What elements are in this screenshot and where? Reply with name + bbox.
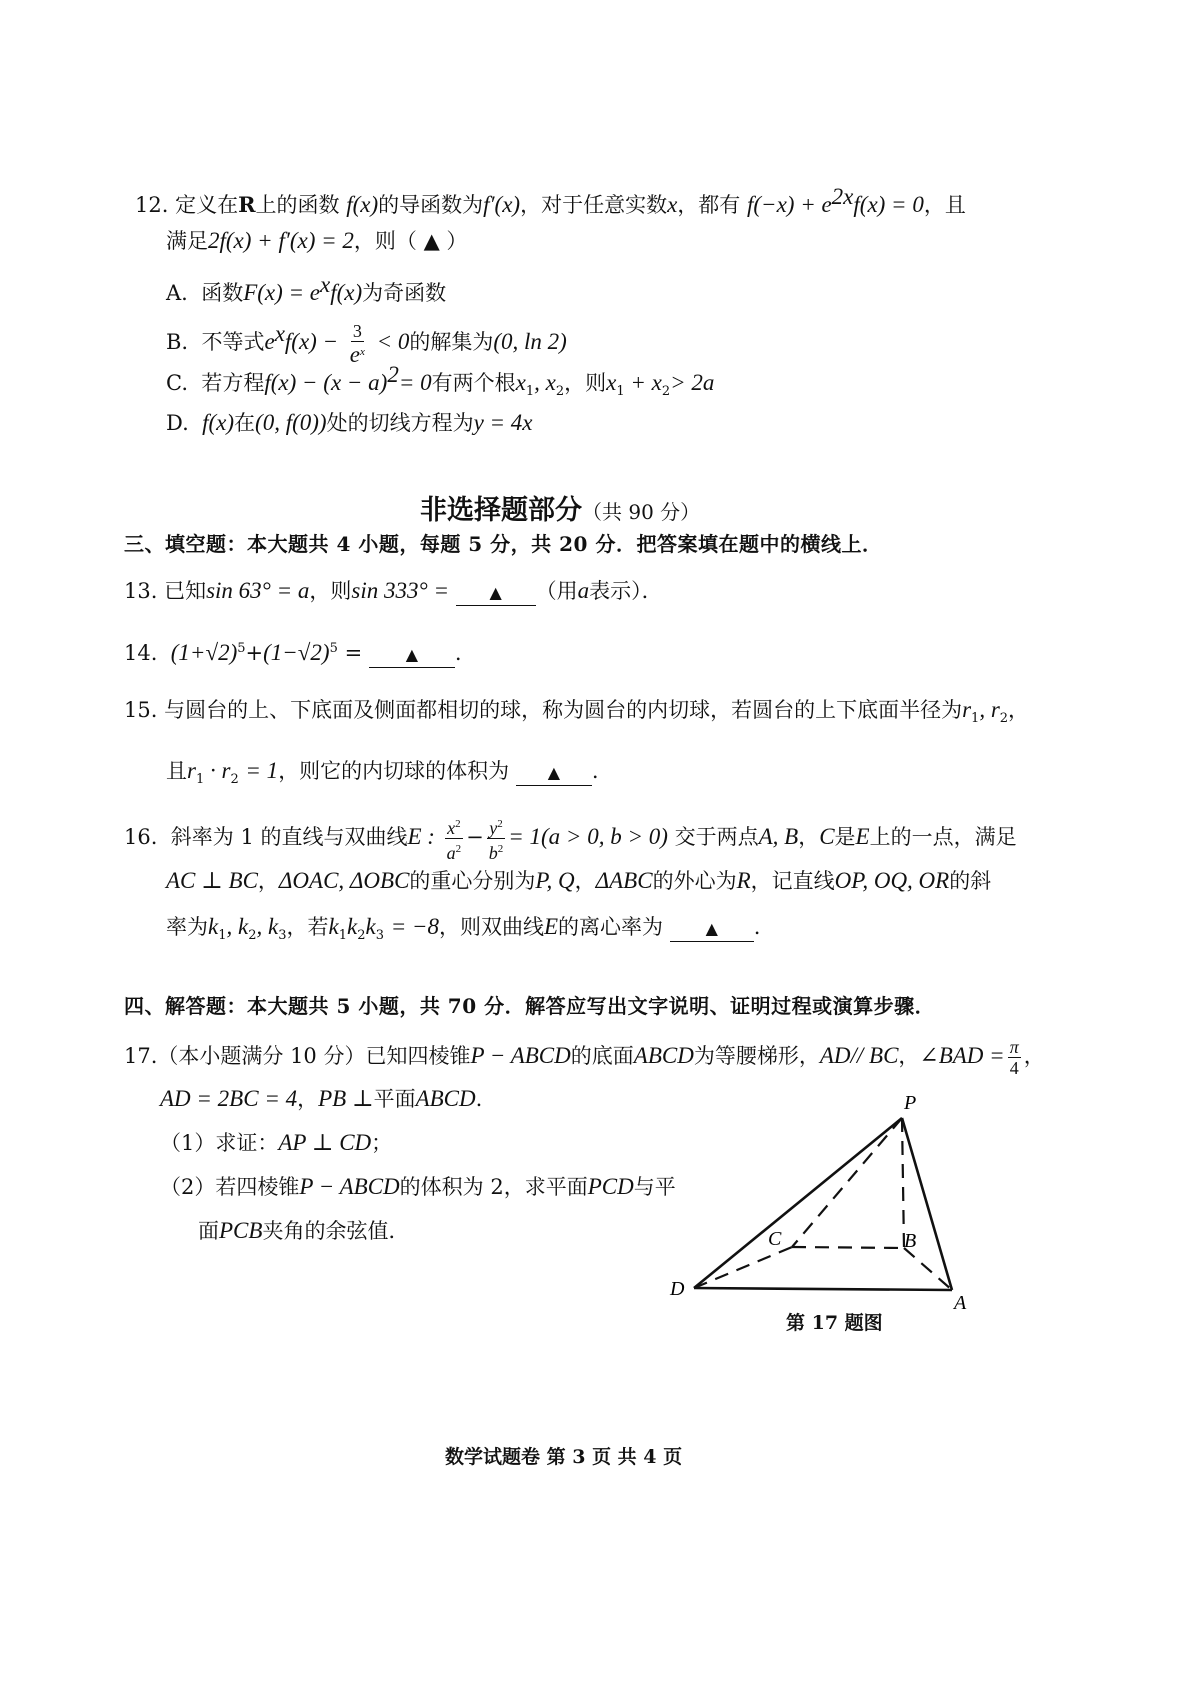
- q14: 14. $(1+√2)^5+(1-√2)^5$ = ▲ .: [124, 634, 462, 668]
- q17-line1: 17.（本小题满分 10 分）已知四棱锥P − ABCD的底面ABCD为等腰梯形，AD// BC，∠BAD = $\frac{\pi}{4}$ ，: [124, 1037, 1045, 1078]
- vertex-label-B: B: [904, 1230, 917, 1252]
- edge-PB: [902, 1118, 904, 1248]
- edge-CB: [792, 1247, 904, 1248]
- q17-part1: （1）求证：AP ⊥ CD；: [160, 1130, 393, 1155]
- page-footer: 数学试题卷 第 3 页 共 4 页: [445, 1446, 683, 1468]
- part4-heading: 四、解答题：本大题共 5 小题，共 70 分．解答应写出文字说明、证明过程或演算步骤．: [124, 994, 936, 1018]
- edge-PA: [902, 1118, 952, 1290]
- vertex-label-C: C: [768, 1228, 782, 1250]
- q16-line1: 16. 斜率为 1 的直线与双曲线E : $\frac{x^2}{a^2}$ − $\frac{y^2}{b^2}$ = 1(a > 0, b > 0) 交于两点A, B，C是E上的一点，满足: [124, 812, 1017, 863]
- vertex-label-D: D: [670, 1278, 685, 1300]
- q16-line3: 率为$k_1$, $k_2$, $k_3$，若$k_1k_2k_3 = -8$，则双曲线E的离心率为 ▲ .: [166, 914, 761, 944]
- q15-line1: 15. 与圆台的上、下底面及侧面都相切的球，称为圆台的内切球，若圆台的上下底面半径为$r_1$, $r_2$，: [124, 697, 1030, 727]
- section-title: 非选择题部分（共 90 分）: [420, 495, 701, 526]
- q12-option-d: D. f(x)在(0, f(0))处的切线方程为y = 4x: [166, 410, 533, 435]
- q16-line2: AC ⊥ BC，ΔOAC, ΔOBC的重心分别为P, Q，ΔABC的外心为R，记直线OP, OQ, OR的斜: [166, 868, 992, 893]
- q15-line2: 且$r_1 \cdot r_2 = 1$，则它的内切球的体积为 ▲ .: [166, 758, 599, 788]
- q12-b-fraction: $\frac{3}{e^x}$: [349, 321, 365, 367]
- q17-part2-line1: （2）若四棱锥P − ABCD的体积为 2，求平面PCD与平: [160, 1174, 676, 1199]
- edge-DP: [694, 1118, 902, 1288]
- vertex-label-A: A: [954, 1292, 967, 1314]
- edge-DC: [694, 1247, 792, 1288]
- figure-caption: 第 17 题图: [786, 1312, 883, 1334]
- q12-option-b: B. 不等式$e^xf(x)$ − $\frac{3}{e^x}$ < 0的解集为(0, ln 2): [166, 321, 567, 367]
- q17-part2-line2: 面PCB夹角的余弦值．: [198, 1218, 410, 1243]
- part3-heading: 三、填空题：本大题共 4 小题，每题 5 分，共 20 分．把答案填在题中的横线上．: [124, 532, 883, 556]
- vertex-label-P: P: [904, 1092, 917, 1114]
- edge-PC: [792, 1118, 902, 1247]
- q12-line2: 满足2f(x) + f′(x) = 2，则（ ▲ ）: [166, 228, 468, 253]
- q12-option-a: A. 函数$F(x) = e^xf(x)$为奇函数: [166, 272, 447, 305]
- edge-DA: [694, 1288, 952, 1290]
- q12-line1: 12. 定义在R上的函数 f(x)的导函数为f′(x)，对于任意实数x，都有 $f(-x) + e^{2x}f(x) = 0$，且: [135, 184, 966, 217]
- q12-option-c: C. 若方程$f(x) - (x - a)^2= 0$有两个根$x_1$, $x_2$，则$x_1 + x_2> 2a$: [166, 362, 715, 400]
- q17-line2: AD = 2BC = 4，PB ⊥平面ABCD.: [160, 1086, 483, 1111]
- q13: 13. 已知sin 63° = a，则sin 333° = ▲ （用a表示）．: [124, 576, 663, 606]
